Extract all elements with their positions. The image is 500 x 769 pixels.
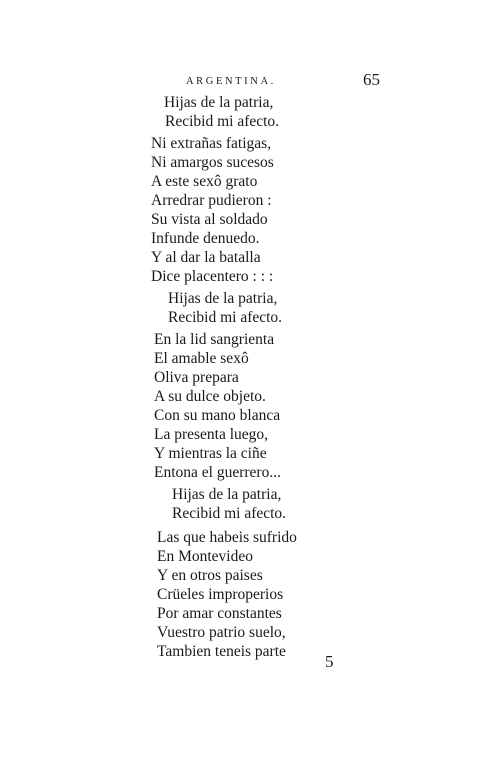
poem-line: Recibid mi afecto. bbox=[165, 113, 280, 130]
poem-line: Y mientras la ciñe bbox=[154, 445, 267, 462]
poem-line: Oliva prepara bbox=[154, 369, 239, 386]
poem-line: Ni extrañas fatigas, bbox=[151, 135, 272, 152]
poem-line: Ni amargos sucesos bbox=[151, 154, 274, 171]
poem-line: Las que habeis sufrido bbox=[157, 529, 297, 546]
poem-line: A su dulce objeto. bbox=[154, 388, 266, 405]
poem-line: Dice placentero : : : bbox=[151, 268, 274, 285]
running-head: ARGENTINA. bbox=[186, 76, 276, 87]
poem-line: Su vista al soldado bbox=[151, 211, 268, 228]
poem-line: Y al dar la batalla bbox=[151, 249, 261, 266]
poem-line: Hijas de la patria, bbox=[164, 94, 274, 111]
page-header bbox=[0, 70, 500, 96]
poem-line: Crüeles improperios bbox=[157, 586, 284, 603]
poem-line: Entona el guerrero... bbox=[154, 464, 281, 481]
poem-line: Vuestro patrio suelo, bbox=[157, 624, 286, 641]
poem-line: Recibid mi afecto. bbox=[172, 505, 287, 522]
poem-line: En la lid sangrienta bbox=[154, 331, 275, 348]
poem-line: Y en otros paises bbox=[157, 567, 263, 584]
poem-line: Tambien teneis parte bbox=[157, 643, 286, 660]
poem-line: Recibid mi afecto. bbox=[168, 309, 283, 326]
poem-line: La presenta luego, bbox=[154, 426, 269, 443]
poem-line: Hijas de la patria, bbox=[172, 486, 282, 503]
poem-line: Con su mano blanca bbox=[154, 407, 281, 424]
poem-line: Arredrar pudieron : bbox=[151, 192, 272, 209]
poem-line: A este sexô grato bbox=[151, 173, 258, 190]
poem-line: Hijas de la patria, bbox=[168, 290, 278, 307]
poem-line: El amable sexô bbox=[154, 350, 249, 367]
poem-line: Infunde denuedo. bbox=[151, 230, 260, 247]
signature-mark: 5 bbox=[325, 652, 334, 671]
poem-line: En Montevideo bbox=[157, 548, 253, 565]
poem-line: Por amar constantes bbox=[157, 605, 282, 622]
page-number: 65 bbox=[363, 70, 380, 89]
